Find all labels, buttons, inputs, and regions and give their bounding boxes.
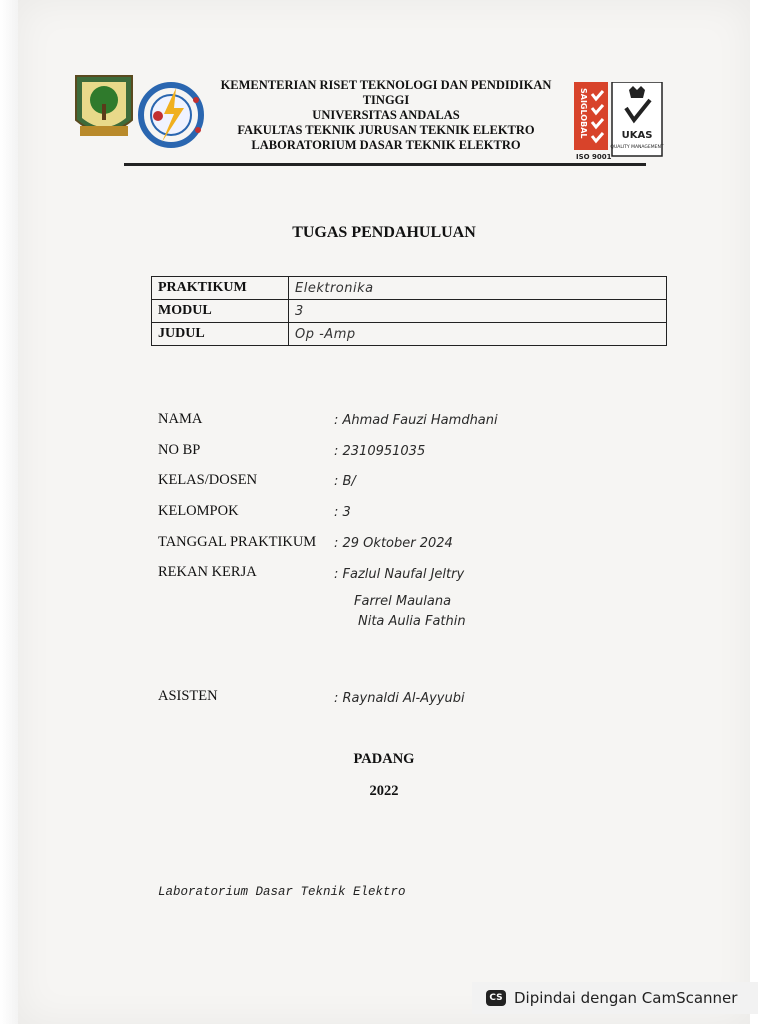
ukas-logo-text: UKAS: [621, 130, 653, 141]
judul-label: JUDUL: [152, 323, 289, 346]
header-line-laboratory: LABORATORIUM DASAR TEKNIK ELEKTRO: [251, 138, 521, 152]
nama-label: NAMA: [158, 411, 203, 427]
asisten-label: ASISTEN: [158, 688, 218, 704]
saiglobal-logo-text: SAIGLOBAL: [579, 88, 588, 139]
header-line-ministry: KEMENTERIAN RISET TEKNOLOGI DAN PENDIDIKAN TINGGI: [220, 78, 552, 107]
page-left-margin: [0, 0, 18, 1024]
rekan-label: REKAN KERJA: [158, 564, 257, 580]
header-divider: [124, 163, 646, 166]
asisten-value: : Raynaldi Al-Ayyubi: [334, 691, 465, 706]
modul-value: 3: [289, 300, 667, 323]
nama-value: : Ahmad Fauzi Hamdhani: [334, 413, 498, 428]
kelompok-label: KELOMPOK: [158, 503, 239, 519]
iso-label: ISO 9001: [576, 153, 612, 160]
modul-label: MODUL: [152, 300, 289, 323]
nobp-value: : 2310951035: [334, 444, 426, 459]
institution-header: [196, 78, 576, 153]
document-title: TUGAS PENDAHULUAN: [292, 224, 476, 241]
camscanner-text: Dipindai dengan CamScanner: [514, 989, 738, 1007]
ukas-sub-text: QUALITY MANAGEMENT: [610, 145, 664, 150]
year-text: 2022: [369, 783, 399, 799]
rekan-value-2: Farrel Maulana: [354, 594, 452, 609]
tanggal-label: TANGGAL PRAKTIKUM: [158, 534, 317, 550]
nobp-label: NO BP: [158, 442, 201, 458]
rekan-value-1: : Fazlul Naufal Jeltry: [334, 567, 465, 582]
praktikum-value: Elektronika: [289, 277, 667, 300]
header-line-faculty: FAKULTAS TEKNIK JURUSAN TEKNIK ELEKTRO: [237, 123, 535, 137]
certification-logos: [574, 82, 664, 160]
kelas-value: : B/: [334, 474, 356, 489]
praktikum-label: PRAKTIKUM: [152, 277, 289, 300]
table-row: [152, 277, 667, 300]
header-line-university: UNIVERSITAS ANDALAS: [312, 108, 460, 122]
camscanner-icon: CS: [486, 990, 506, 1006]
university-logo: [72, 70, 136, 146]
tanggal-value: : 29 Oktober 2024: [334, 536, 453, 551]
kelas-label: KELAS/DOSEN: [158, 472, 258, 488]
table-row: [152, 300, 667, 323]
table-row: [152, 323, 667, 346]
rekan-value-3: Nita Aulia Fathin: [358, 614, 466, 629]
city-text: PADANG: [353, 751, 415, 767]
kelompok-value: : 3: [334, 505, 351, 520]
camscanner-watermark: [472, 982, 758, 1014]
footer-laboratory: Laboratorium Dasar Teknik Elektro: [158, 885, 406, 899]
judul-value: Op -Amp: [289, 323, 667, 346]
praktikum-info-table: [151, 276, 667, 346]
